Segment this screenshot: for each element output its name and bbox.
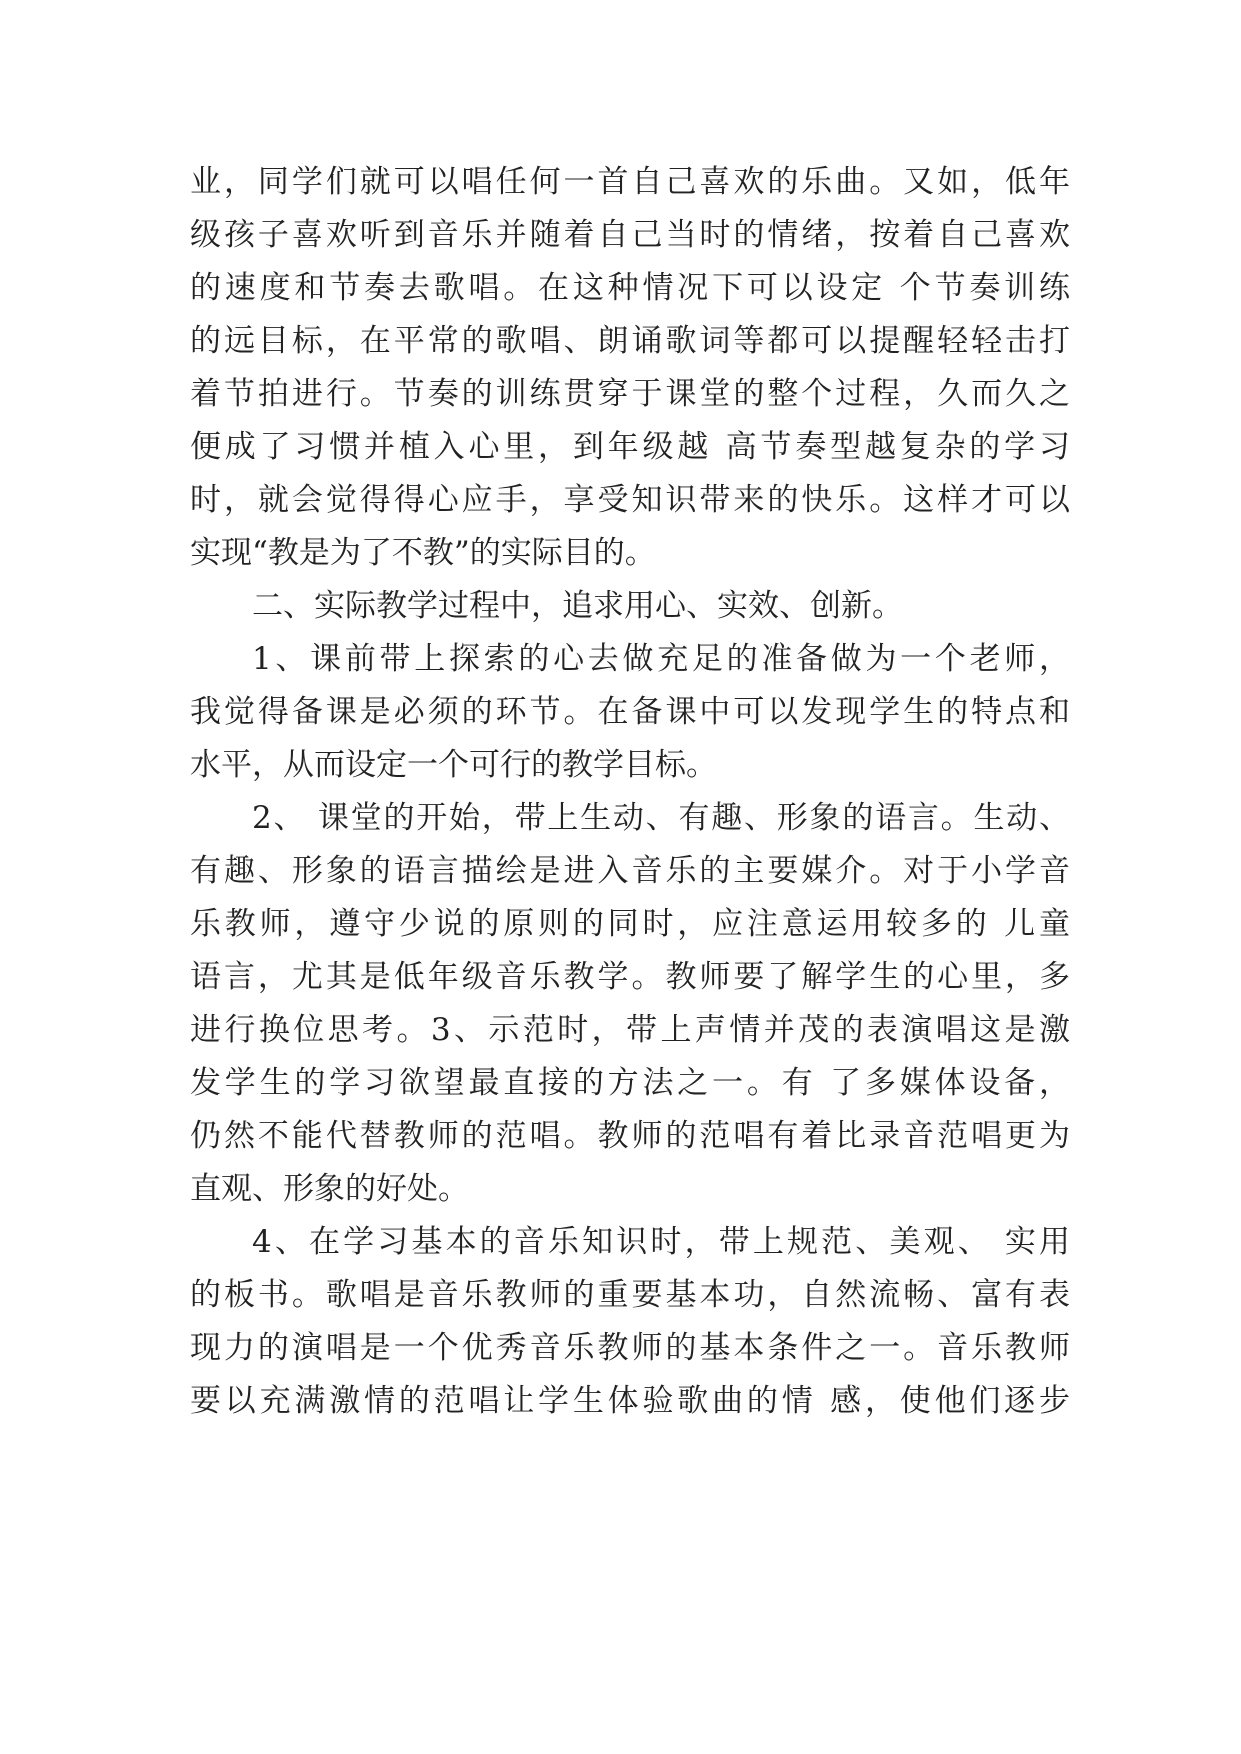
text-line: 有趣、形象的语言描绘是进入音乐的主要媒介。对于小学音 bbox=[190, 853, 1070, 889]
text-line: 的速度和节奏去歌唱。在这种情况下可以设定 个节奏训练 bbox=[190, 270, 1070, 306]
text-line: 级孩子喜欢听到音乐并随着自己当时的情绪，按着自己喜欢 bbox=[190, 217, 1070, 253]
text-line: 水平，从而设定一个可行的教学目标。 bbox=[190, 747, 717, 783]
text-line: 便成了习惯并植入心里，到年级越 高节奏型越复杂的学习 bbox=[190, 429, 1070, 465]
text-line: 1、课前带上探索的心去做充足的准备做为一个老师， bbox=[252, 641, 1070, 677]
text-line: 现力的演唱是一个优秀音乐教师的基本条件之一。音乐教师 bbox=[190, 1330, 1070, 1366]
text-line: 发学生的学习欲望最直接的方法之一。有 了多媒体设备， bbox=[190, 1065, 1070, 1101]
text-line: 语言，尤其是低年级音乐教学。教师要了解学生的心里，多 bbox=[190, 959, 1070, 995]
text-line: 业，同学们就可以唱任何一首自己喜欢的乐曲。又如，低年 bbox=[190, 164, 1070, 200]
text-line: 进行换位思考。3、示范时，带上声情并茂的表演唱这是激 bbox=[190, 1012, 1070, 1048]
section-heading: 二、实际教学过程中，追求用心、实效、创新。 bbox=[252, 588, 903, 624]
text-line: 直观、形象的好处。 bbox=[190, 1171, 469, 1207]
text-line: 2、 课堂的开始，带上生动、有趣、形象的语言。生动、 bbox=[252, 800, 1070, 836]
text-line: 乐教师，遵守少说的原则的同时，应注意运用较多的 儿童 bbox=[190, 906, 1070, 942]
text-line: 我觉得备课是必须的环节。在备课中可以发现学生的特点和 bbox=[190, 694, 1070, 730]
text-line: 时，就会觉得得心应手，享受知识带来的快乐。这样才可以 bbox=[190, 482, 1070, 518]
body-text bbox=[190, 156, 1070, 1428]
text-line: 4、在学习基本的音乐知识时，带上规范、美观、 实用 bbox=[252, 1224, 1070, 1260]
text-line: 仍然不能代替教师的范唱。教师的范唱有着比录音范唱更为 bbox=[190, 1118, 1070, 1154]
text-line: 的板书。歌唱是音乐教师的重要基本功，自然流畅、富有表 bbox=[190, 1277, 1070, 1313]
text-line: 的远目标，在平常的歌唱、朗诵歌词等都可以提醒轻轻击打 bbox=[190, 323, 1070, 359]
text-line: 实现“教是为了不教”的实际目的。 bbox=[190, 535, 656, 571]
text-line: 要以充满激情的范唱让学生体验歌曲的情 感，使他们逐步 bbox=[190, 1383, 1070, 1419]
text-line: 着节拍进行。节奏的训练贯穿于课堂的整个过程，久而久之 bbox=[190, 376, 1070, 412]
